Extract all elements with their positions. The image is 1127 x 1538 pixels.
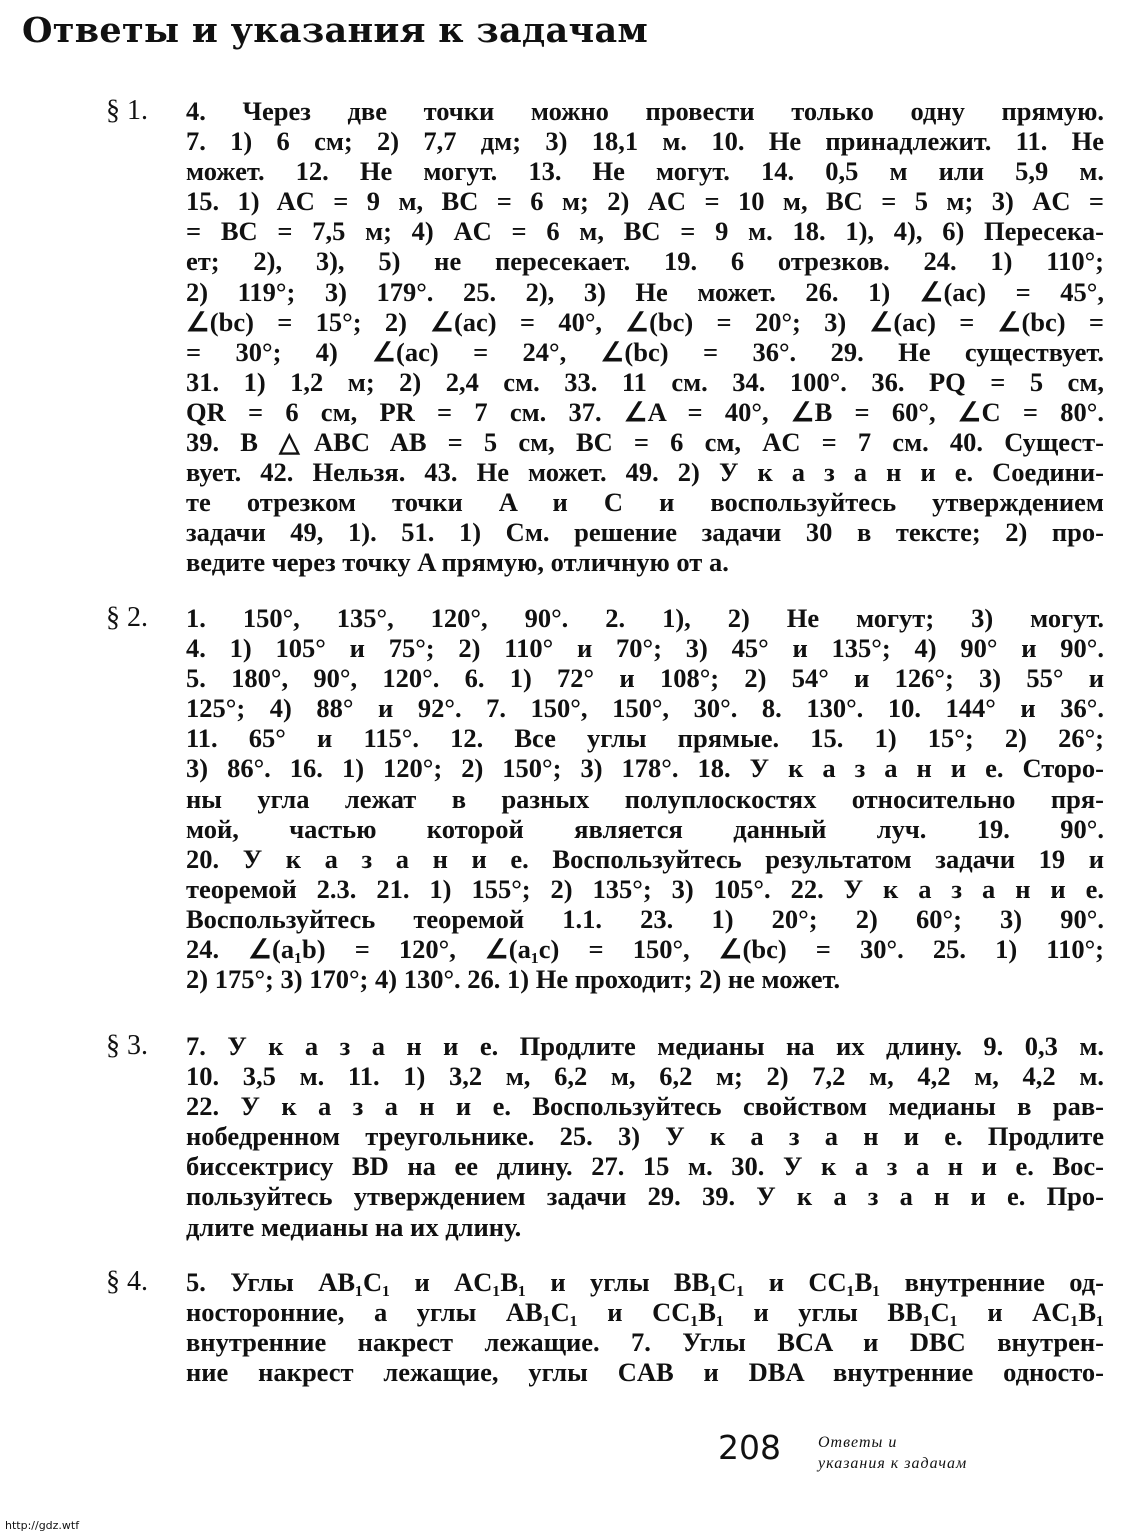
page-title: Ответы и указания к задачам bbox=[22, 10, 649, 51]
text-line: ны угла лежат в разных полуплоскостях относительно пря- bbox=[186, 783, 1104, 814]
text-line: внутренние накрест лежащие. 7. Углы BCA и DBC внутрен- bbox=[186, 1327, 1104, 1358]
section-number: § 3. bbox=[106, 1030, 148, 1061]
text-line: биссектрису BD на ее длину. 27. 15 м. 30. У к а з а н и е. Вос- bbox=[186, 1151, 1104, 1182]
text-line: те отрезком точки A и C и воспользуйтесь утверждением bbox=[186, 487, 1104, 518]
text-line: 24. ∠(a₁b) = 120°, ∠(a₁c) = 150°, ∠(bc) = 30°. 25. 1) 110°; bbox=[186, 934, 1104, 965]
text-line: ∠(bc) = 15°; 2) ∠(ac) = 40°, ∠(bc) = 20°; 3) ∠(ac) = ∠(bc) = bbox=[186, 306, 1104, 337]
text-line: 7. У к а з а н и е. Продлите медианы на их длину. 9. 0,3 м. bbox=[186, 1031, 1104, 1061]
text-line: теоремой 2.3. 21. 1) 155°; 2) 135°; 3) 105°. 22. У к а з а н и е. bbox=[186, 873, 1104, 904]
running-footer-line: указания к задачам bbox=[818, 1455, 968, 1472]
text-line: 31. 1) 1,2 м; 2) 2,4 см. 33. 11 см. 34. 100°. 36. PQ = 5 см, bbox=[186, 366, 1104, 397]
text-line: 3) 86°. 16. 1) 120°; 2) 150°; 3) 178°. 18. У к а з а н и е. Сторо- bbox=[186, 753, 1104, 784]
text-line: QR = 6 см, PR = 7 см. 37. ∠A = 40°, ∠B = 60°, ∠C = 80°. bbox=[186, 396, 1104, 427]
text-line: длите медианы на их длину. bbox=[186, 1211, 522, 1242]
section-number: § 1. bbox=[106, 95, 148, 126]
running-footer bbox=[818, 1432, 967, 1474]
text-line: ет; 2), 3), 5) не пересекает. 19. 6 отрезков. 24. 1) 110°; bbox=[186, 246, 1104, 277]
text-line: носторонние, а углы AB₁C₁ и CC₁B₁ и углы BB₁C₁ и AC₁B₁ bbox=[186, 1297, 1104, 1328]
section-text bbox=[186, 603, 1104, 994]
text-line: 10. 3,5 м. 11. 1) 3,2 м, 6,2 м, 6,2 м; 2) 7,2 м, 4,2 м, 4,2 м. bbox=[186, 1061, 1104, 1092]
section-text bbox=[186, 1267, 1104, 1387]
text-line: 2) 119°; 3) 179°. 25. 2), 3) Не может. 26. 1) ∠(ac) = 45°, bbox=[186, 276, 1104, 307]
section-number: § 4. bbox=[106, 1266, 148, 1297]
text-line: = BC = 7,5 м; 4) AC = 6 м, BC = 9 м. 18. 1), 4), 6) Пересека- bbox=[186, 216, 1104, 247]
section-text bbox=[186, 96, 1104, 578]
text-line: пользуйтесь утверждением задачи 29. 39. У к а з а н и е. Про- bbox=[186, 1181, 1104, 1212]
text-line: вует. 42. Нельзя. 43. Не может. 49. 2) У к а з а н и е. Соедини- bbox=[186, 457, 1104, 488]
text-line: нобедренном треугольнике. 25. 3) У к а з а н и е. Продлите bbox=[186, 1121, 1104, 1152]
text-line: 20. У к а з а н и е. Воспользуйтесь результатом задачи 19 и bbox=[186, 843, 1104, 874]
text-line: 15. 1) AC = 9 м, BC = 6 м; 2) AC = 10 м, BC = 5 м; 3) AC = bbox=[186, 186, 1104, 217]
text-line: 1. 150°, 135°, 120°, 90°. 2. 1), 2) Не могут; 3) могут. bbox=[186, 603, 1104, 633]
section-number: § 2. bbox=[106, 602, 148, 633]
text-line: 5. 180°, 90°, 120°. 6. 1) 72° и 108°; 2) 54° и 126°; 3) 55° и bbox=[186, 663, 1104, 694]
text-line: 7. 1) 6 см; 2) 7,7 дм; 3) 18,1 м. 10. Не принадлежит. 11. Не bbox=[186, 126, 1104, 157]
text-line: 125°; 4) 88° и 92°. 7. 150°, 150°, 30°. 8. 130°. 10. 144° и 36°. bbox=[186, 693, 1104, 724]
watermark-url: http://gdz.wtf bbox=[5, 1519, 80, 1532]
text-line: = 30°; 4) ∠(ac) = 24°, ∠(bc) = 36°. 29. Не существует. bbox=[186, 336, 1104, 367]
text-line: может. 12. Не могут. 13. Не могут. 14. 0,5 м или 5,9 м. bbox=[186, 156, 1104, 187]
text-line: 4. 1) 105° и 75°; 2) 110° и 70°; 3) 45° и 135°; 4) 90° и 90°. bbox=[186, 633, 1104, 664]
text-line: 4. Через две точки можно провести только одну прямую. bbox=[186, 96, 1104, 126]
text-line: задачи 49, 1). 51. 1) См. решение задачи 30 в тексте; 2) про- bbox=[186, 517, 1104, 548]
page-number: 208 bbox=[718, 1428, 781, 1467]
text-line: ведите через точку A прямую, отличную от a. bbox=[186, 547, 729, 578]
running-footer-line: Ответы и bbox=[818, 1434, 898, 1451]
text-line: мой, частью которой является данный луч. 19. 90°. bbox=[186, 813, 1104, 844]
text-line: ние накрест лежащие, углы CAB и DBA внутренние односто- bbox=[186, 1357, 1104, 1388]
text-line: 5. Углы AB₁C₁ и AC₁B₁ и углы BB₁C₁ и CC₁B₁ внутренние од- bbox=[186, 1267, 1104, 1297]
section-text bbox=[186, 1031, 1104, 1242]
text-line: Воспользуйтесь теоремой 1.1. 23. 1) 20°; 2) 60°; 3) 90°. bbox=[186, 903, 1104, 934]
text-line: 39. В △ABC AB = 5 см, BC = 6 см, AC = 7 см. 40. Сущест- bbox=[186, 427, 1104, 458]
text-line: 2) 175°; 3) 170°; 4) 130°. 26. 1) Не проходит; 2) не может. bbox=[186, 964, 841, 995]
text-line: 11. 65° и 115°. 12. Все углы прямые. 15. 1) 15°; 2) 26°; bbox=[186, 723, 1104, 754]
text-line: 22. У к а з а н и е. Воспользуйтесь свойством медианы в рав- bbox=[186, 1091, 1104, 1122]
